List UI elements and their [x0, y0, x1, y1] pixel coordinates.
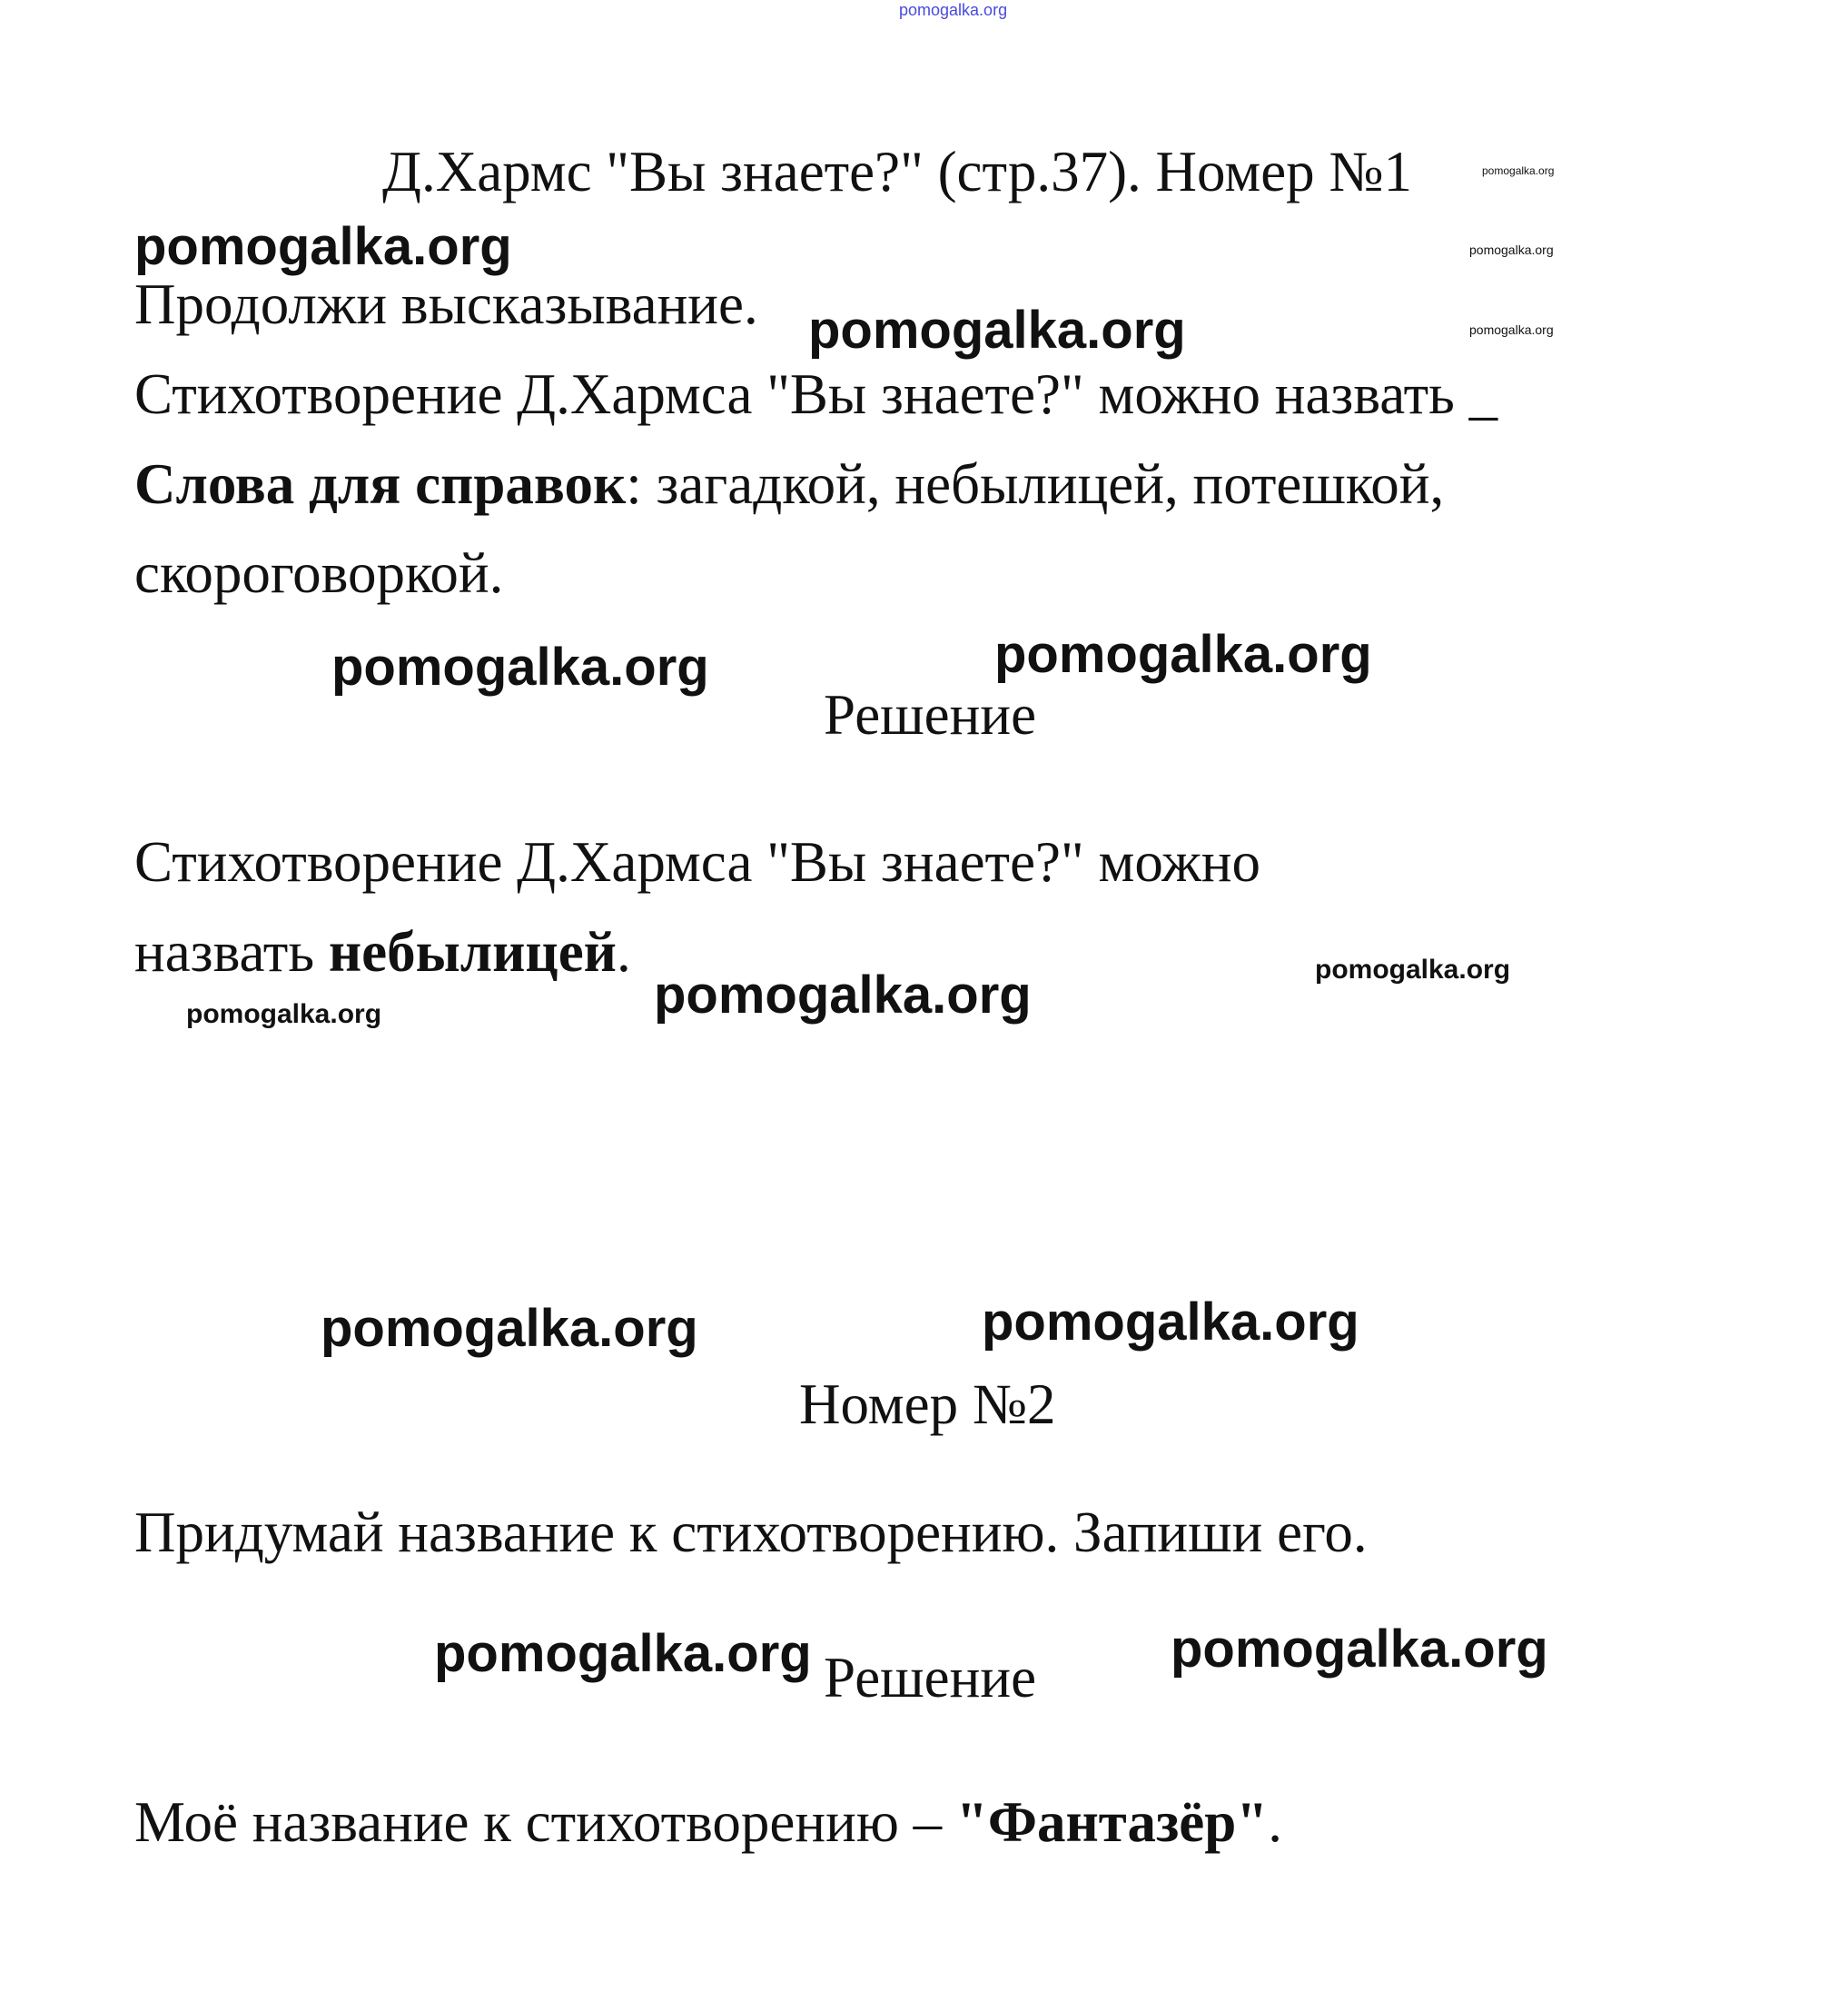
watermark: pomogalka.org	[1469, 243, 1554, 257]
task1-solution-heading: Решение	[824, 683, 1037, 747]
task2-instruction: Придумай название к стихотворению. Запиши его.	[134, 1501, 1368, 1564]
answer-prefix: Моё название к стихотворению –	[134, 1790, 956, 1854]
task1-hint	[134, 452, 1445, 516]
watermark: pomogalka.org	[1315, 955, 1511, 985]
task1-instruction: Продолжи высказывание.	[134, 272, 758, 336]
answer-suffix: .	[1268, 1790, 1283, 1854]
task2-solution-heading: Решение	[824, 1646, 1037, 1709]
watermark: pomogalka.org	[808, 301, 1186, 360]
watermark: pomogalka.org	[1171, 1620, 1548, 1679]
hint-label: Слова для справок	[134, 452, 627, 516]
answer-suffix: .	[616, 920, 631, 984]
hint-words: : загадкой, небылицей, потешкой,	[626, 452, 1445, 516]
watermark: pomogalka.org	[1469, 322, 1554, 337]
task1-title: Д.Хармс "Вы знаете?" (стр.37). Номер №1	[382, 140, 1413, 203]
watermark: pomogalka.org	[186, 999, 382, 1029]
watermark: pomogalka.org	[331, 638, 709, 697]
task1-hint-cont: скороговоркой.	[134, 541, 504, 605]
watermark: pomogalka.org	[1482, 164, 1555, 177]
answer-bold: "Фантазёр"	[955, 1790, 1269, 1854]
watermark: pomogalka.org	[654, 966, 1032, 1025]
task1-answer-line2	[134, 920, 631, 984]
watermark: pomogalka.org	[982, 1293, 1359, 1352]
watermark: pomogalka.org	[434, 1624, 812, 1683]
answer-prefix: назвать	[134, 920, 329, 984]
task1-answer-line1: Стихотворение Д.Хармса "Вы знаете?" можно	[134, 830, 1261, 894]
watermark: pomogalka.org	[321, 1299, 698, 1358]
watermark-top: pomogalka.org	[899, 1, 1008, 19]
task2-title: Номер №2	[799, 1372, 1056, 1436]
watermark: pomogalka.org	[994, 625, 1372, 684]
task1-statement: Стихотворение Д.Хармса "Вы знаете?" можно назвать _	[134, 362, 1498, 426]
watermark: pomogalka.org	[134, 217, 512, 276]
answer-bold: небылицей	[328, 920, 617, 984]
task2-answer	[134, 1790, 1283, 1854]
